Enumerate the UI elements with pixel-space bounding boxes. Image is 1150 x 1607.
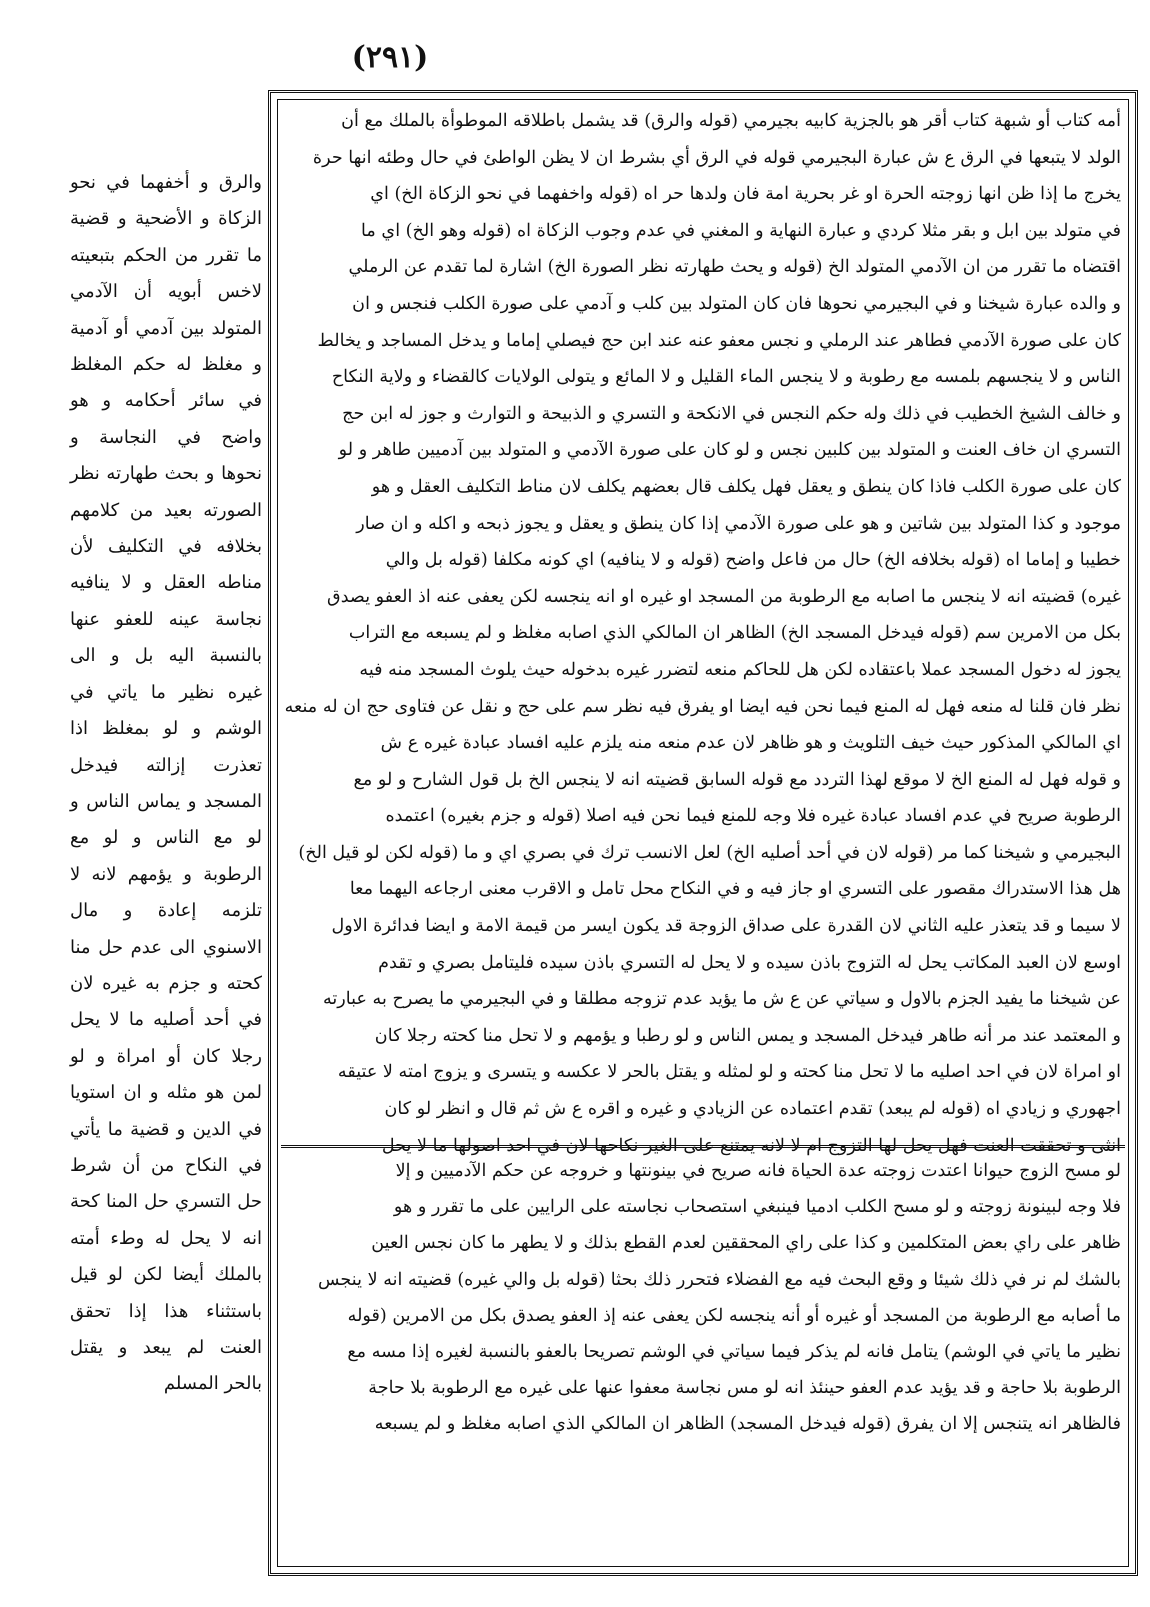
text-line: الولد لا يتبعها في الرق ع ش عبارة البجيرمي قوله في الرق أي بشرط ان لا يظن الواطئ في حال وطئه انها حرة: [312, 147, 1121, 168]
section-divider: [281, 1145, 1125, 1148]
text-line: اوسع لان العبد المكاتب يحل له التزوج باذن سيده و لا يحل له التسري باذن سيده فليتامل بصري و تقدم: [378, 952, 1121, 973]
text-line: غيره) قضيته انه لا ينجس ما اصابه مع الرطوبة من المسجد او غيره او انه ينجسه لكن يعفى عنه اذ العفو يصدق: [327, 586, 1121, 607]
text-line: اجهوري و زيادي اه (قوله لم يبعد) تقدم اعتماده عن الزيادي و غيره و اقره ع ش ثم قال و انظر لو كان: [384, 1099, 1121, 1120]
text-line: ظاهر على راي بعض المتكلمين و كذا على راي المحققين لعدم القطع بذلك و لا يطهر ما كان نجس العين: [371, 1233, 1121, 1254]
text-line: فلا وجه لبينونة زوجته و لو مسح الكلب ادميا فينبغي استصحاب نجاسته على الرايين على ما تقرر و هو: [393, 1197, 1121, 1218]
text-line: لو مسح الزوج حيوانا اعتدت زوجته عدة الحياة فانه صريح في بينونتها و خروجه عن حكم الآدميين و إلا: [395, 1161, 1121, 1181]
text-line: انثى و تحققت العنت فهل يحل لها التزوج ام لا لانه يمتنع على الغير نكاحها لان في احد اصولها ما لا يحل: [381, 1135, 1121, 1156]
text-line: فالظاهر انه يتنجس إلا ان يفرق (قوله فيدخل المسجد) الظاهر ان المالكي الذي اصابه مغلظ و لم يسبعه: [374, 1414, 1121, 1435]
text-line: و والده عبارة شيخنا و في البجيرمي نحوها فان كان المتولد بين كلب و آدمي على صورة الكلب فنجس و ان: [352, 293, 1121, 314]
text-line: كان على صورة الكلب فاذا كان ينطق و يعقل فهل يكلف قال بعضهم يكلف لان مناط التكليف العقل و هو: [371, 476, 1121, 497]
text-line: بالشك لم نر في ذلك شيئا و وقع البحث فيه مع الفضلاء فتحرر ذلك بحثا (قوله بل والي غيره) قضيته انه لا ينجس: [317, 1269, 1121, 1290]
text-line: هل هذا الاستدراك مقصور على التسري او جاز فيه و في النكاح محل تامل و الاقرب معنى ارجاعه اليهما معا: [349, 879, 1121, 900]
text-line: التسري ان خاف العنت و المتولد بين كلبين نجس و لو كان على صورة الآدمي و المتولد بين آدميين طاهر و لو: [338, 440, 1121, 461]
text-line: او امراة لان في احد اصليه ما لا تحل منا كحته و لو لمثله و يقتل بالحر لا عكسه و يتسرى و يزوج امته لا عتيقه: [337, 1062, 1121, 1083]
text-line: خطيبا و إماما اه (قوله بخلافه الخ) حال من فاعل واضح (قوله و لا ينافيه) اي كونه مكلفا (قوله بل والي: [385, 550, 1121, 571]
page-number: (٢٩١): [351, 40, 429, 75]
text-line: الناس و لا ينجسهم بلمسه مع رطوبة و لا ينجس الماء القليل و لا المائع و يتولى الولايات كالقضاء و ولاية النكاح: [331, 367, 1121, 388]
text-line: الرطوبة صريح في عدم افساد عبادة غيره فلا وجه للمنع فيما نحن فيه اصلا (قوله و جزم بغيره) اعتمده: [385, 806, 1121, 827]
text-line: في متولد بين ابل و بقر مثلا كردي و عبارة النهاية و المغني في عدم وجوب الزكاة اه (قوله وهو الخ) اي ما: [361, 220, 1121, 241]
upper-commentary: [284, 103, 1121, 1156]
text-line: الرطوبة بلا حاجة و قد يؤيد عدم العفو حينئذ انه لو مس نجاسة معفوا عنها على غيره مع الرطوبة بلا حاجة: [368, 1378, 1121, 1399]
text-line: عن شيخنا ما يفيد الجزم بالاول و سياتي عن ع ش ما يؤيد عدم تزوجه مطلقا و في البجيرمي ما يصرح به عبارته: [322, 989, 1121, 1010]
text-line: كان على صورة الآدمي فطاهر عند الرملي و نجس معفو عنه عند ابن حج فيصلي إماما و يدخل المساجد و يخالط: [317, 330, 1121, 351]
lower-commentary: [285, 1153, 1121, 1565]
text-line: لا سيما و قد يتعذر عليه الثاني لان القدرة على صداق الزوجة قد يكون ايسر من قيمة الامة و ايضا فدائرة الاول: [331, 916, 1121, 937]
text-line: نظر فان قلنا له منعه فهل له المنع فيما نحن فيه ايضا او يفرق فيه نظر سم على حج و نقل عن فتاوى حج ان له منعه: [284, 696, 1121, 717]
text-line: موجود و كذا المتولد بين شاتين و هو على صورة الآدمي إذا كان ينطق و يعقل و يجوز ذبحه و اكله و ان صار: [356, 513, 1121, 534]
text-line: و قوله فهل له المنع الخ لا موقع لهذا التردد مع قوله السابق قضيته انه لا ينجس الخ بل قول الشارح و لو مع: [353, 769, 1121, 790]
text-line: بكل من الامرين سم (قوله فيدخل المسجد الخ) الظاهر ان المالكي الذي اصابه مغلظ و لم يسبعه مع التراب: [348, 623, 1121, 644]
margin-main-text: والرق و أخفهما في نحو الزكاة و الأضحية و قضية ما تقرر من الحكم بتبعيته لاخس أبويه أن الآدمي المتولد بين آدمي أو آدمية و مغلظ له حكم المغلظ في سائر أحكامه و هو واضح في النجاسة و نحوها و بحث طهارته نظر الصورته بعيد من كلامهم بخلافه في التكليف لأن مناطه العقل و لا ينافيه نجاسة عينه للعفو عنها بالنسبة اليه بل و الى غيره نظير ما ياتي في الوشم و لو بمغلظ اذا تعذرت إزالته فيدخل المسجد و يماس الناس و لو مع الناس و لو مع الرطوبة و يؤمهم لانه لا تلزمه إعادة و مال الاسنوي الى عدم حل منا كحته و جزم به غيره لان في أحد أصليه ما لا يحل رجلا كان أو امراة و لو لمن هو مثله و ان استويا في الدين و قضية ما يأتي في النكاح من أن شرط حل التسري حل المنا كحة انه لا يحل له وطء أمته بالملك أيضا لكن لو قيل باستثناء هذا إذا تحقق العنت لم يبعد و يقتل بالحر المسلم: [70, 172, 262, 1395]
text-line: يجوز له دخول المسجد عملا باعتقاده لكن هل للحاكم منعه لتضرر غيره بدخوله حيث يلوث المسجد منه فيه: [359, 659, 1121, 680]
text-line: ما أصابه مع الرطوبة من المسجد أو غيره أو أنه ينجسه لكن يعفى عنه إذ العفو يصدق بكل من الامرين (قوله: [347, 1305, 1121, 1326]
text-line: اي المالكي المذكور حيث خيف التلويث و هو ظاهر لان عدم منعه منه يلزم عليه افساد عبادة غيره ع ش: [380, 733, 1121, 754]
text-line: نظير ما ياتي في الوشم) يتامل فانه لم يذكر فيما سياتي في الوشم تصريحا بالعفو بالنسبة لغيره إذا مسه مع: [347, 1342, 1121, 1363]
commentary-frame: [268, 90, 1138, 1576]
text-line: اقتضاه ما تقرر من ان الآدمي المتولد الخ (قوله و يحث طهارته نظر الصورة الخ) اشارة لما تقدم عن الرملي: [348, 257, 1121, 278]
text-line: و المعتمد عند مر أنه طاهر فيدخل المسجد و يمس الناس و لو رطبا و يؤمهم و لا تحل منا كحته رجلا كان: [374, 1025, 1121, 1046]
text-line: و خالف الشيخ الخطيب في ذلك وله حكم النجس في الانكحة و التسري و الذبيحة و التوارث و جوز له ابن حج: [342, 403, 1121, 424]
text-line: يخرج ما إذا ظن انها زوجته الحرة او غر بحرية امة فان ولدها حر اه (قوله واخفهما في نحو الزكاة الخ) اي: [370, 184, 1121, 205]
text-line: أمه كتاب أو شبهة كتاب أقر هو بالجزية كابيه بجيرمي (قوله والرق) قد يشمل باطلاقه الموطوأة بالملك مع أن: [341, 111, 1121, 131]
text-line: البجيرمي و شيخنا كما مر (قوله لان في أحد أصليه الخ) لعل الانسب ترك في بصري اي و ما (قوله لكن لو قيل الخ): [298, 842, 1121, 863]
